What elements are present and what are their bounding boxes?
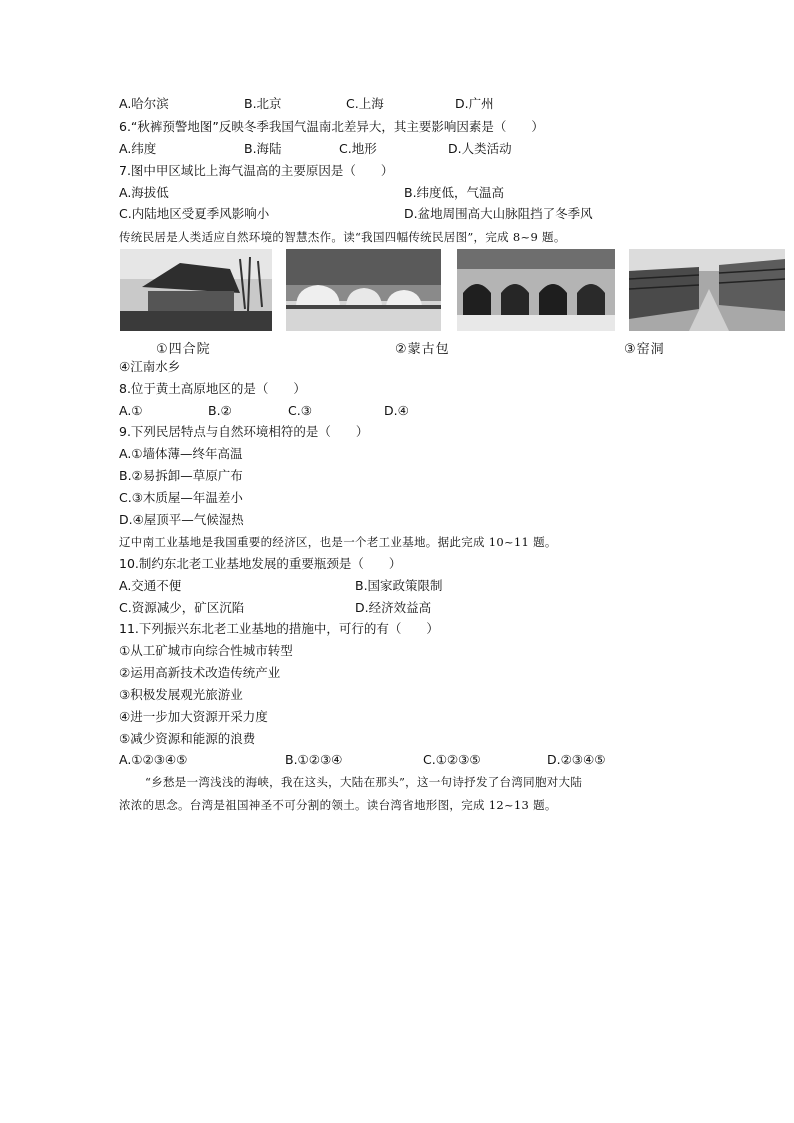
q9-stem: 9.下列民居特点与自然环境相符的是（ ） (119, 424, 369, 439)
q5-option-b[interactable]: B.北京 (244, 96, 282, 111)
intro-q8-q9: 传统民居是人类适应自然环境的智慧杰作。读“我国四幅传统民居图”，完成 8~9 题。 (119, 230, 566, 244)
q8-option-d[interactable]: D.④ (384, 403, 409, 418)
q10-stem: 10.制约东北老工业基地发展的重要瓶颈是（ ） (119, 556, 402, 571)
q7-option-a[interactable]: A.海拔低 (119, 185, 169, 200)
q9-option-a[interactable]: A.①墙体薄—终年高温 (119, 446, 243, 461)
q7-option-c[interactable]: C.内陆地区受夏季风影响小 (119, 206, 270, 221)
q5-option-a[interactable]: A.哈尔滨 (119, 96, 169, 111)
q8-stem: 8.位于黄土高原地区的是（ ） (119, 381, 306, 396)
q11-option-c[interactable]: C.①②③⑤ (423, 752, 481, 767)
q8-option-a[interactable]: A.① (119, 403, 143, 418)
q11-option-d[interactable]: D.②③④⑤ (547, 752, 606, 767)
q11-item-3: ③积极发展观光旅游业 (119, 687, 243, 702)
q8-option-b[interactable]: B.② (208, 403, 232, 418)
photo-yurt (286, 249, 441, 331)
q10-option-c[interactable]: C.资源减少，矿区沉陷 (119, 600, 245, 615)
q11-item-2: ②运用高新技术改造传统产业 (119, 665, 281, 680)
q11-item-5: ⑤减少资源和能源的浪费 (119, 731, 256, 746)
q6-option-c[interactable]: C.地形 (339, 141, 377, 156)
q10-option-a[interactable]: A.交通不便 (119, 578, 182, 593)
q7-option-b[interactable]: B.纬度低，气温高 (404, 185, 505, 200)
photo-siheyuan (120, 249, 272, 331)
q11-option-b[interactable]: B.①②③④ (285, 752, 343, 767)
q10-option-b[interactable]: B.国家政策限制 (355, 578, 443, 593)
q6-option-a[interactable]: A.纬度 (119, 141, 157, 156)
q8-option-c[interactable]: C.③ (288, 403, 312, 418)
caption-1: ①四合院 (156, 342, 211, 357)
intro-q12-q13-line1: “乡愁是一湾浅浅的海峡，我在这头，大陆在那头”，这一句诗抒发了台湾同胞对大陆 (145, 775, 583, 789)
q9-option-d[interactable]: D.④屋顶平—气候湿热 (119, 512, 244, 527)
q5-option-c[interactable]: C.上海 (346, 96, 384, 111)
photo-cave-dwelling (457, 249, 615, 331)
intro-q10-q11: 辽中南工业基地是我国重要的经济区，也是一个老工业基地。据此完成 10~11 题。 (119, 535, 557, 549)
q9-option-b[interactable]: B.②易拆卸—草原广布 (119, 468, 243, 483)
q7-stem: 7.图中甲区域比上海气温高的主要原因是（ ） (119, 163, 394, 178)
q6-option-d[interactable]: D.人类活动 (448, 141, 512, 156)
q11-stem: 11.下列振兴东北老工业基地的措施中，可行的有（ ） (119, 621, 439, 636)
caption-3: ③窑洞 (624, 342, 665, 357)
q10-option-d[interactable]: D.经济效益高 (355, 600, 432, 615)
q11-item-1: ①从工矿城市向综合性城市转型 (119, 643, 293, 658)
q11-item-4: ④进一步加大资源开采力度 (119, 709, 268, 724)
q6-stem: 6.“秋裤预警地图”反映冬季我国气温南北差异大，其主要影响因素是（ ） (119, 119, 544, 134)
photo-jiangnan-water-town (629, 249, 785, 331)
caption-2: ②蒙古包 (395, 342, 450, 357)
q9-option-c[interactable]: C.③木质屋—年温差小 (119, 490, 243, 505)
q5-option-d[interactable]: D.广州 (455, 96, 494, 111)
q7-option-d[interactable]: D.盆地周围高大山脉阻挡了冬季风 (404, 206, 593, 221)
q6-option-b[interactable]: B.海陆 (244, 141, 282, 156)
caption-4: ④江南水乡 (119, 359, 181, 374)
intro-q12-q13-line2: 浓浓的思念。台湾是祖国神圣不可分割的领土。读台湾省地形图，完成 12~13 题。 (119, 798, 557, 812)
q11-option-a[interactable]: A.①②③④⑤ (119, 752, 188, 767)
